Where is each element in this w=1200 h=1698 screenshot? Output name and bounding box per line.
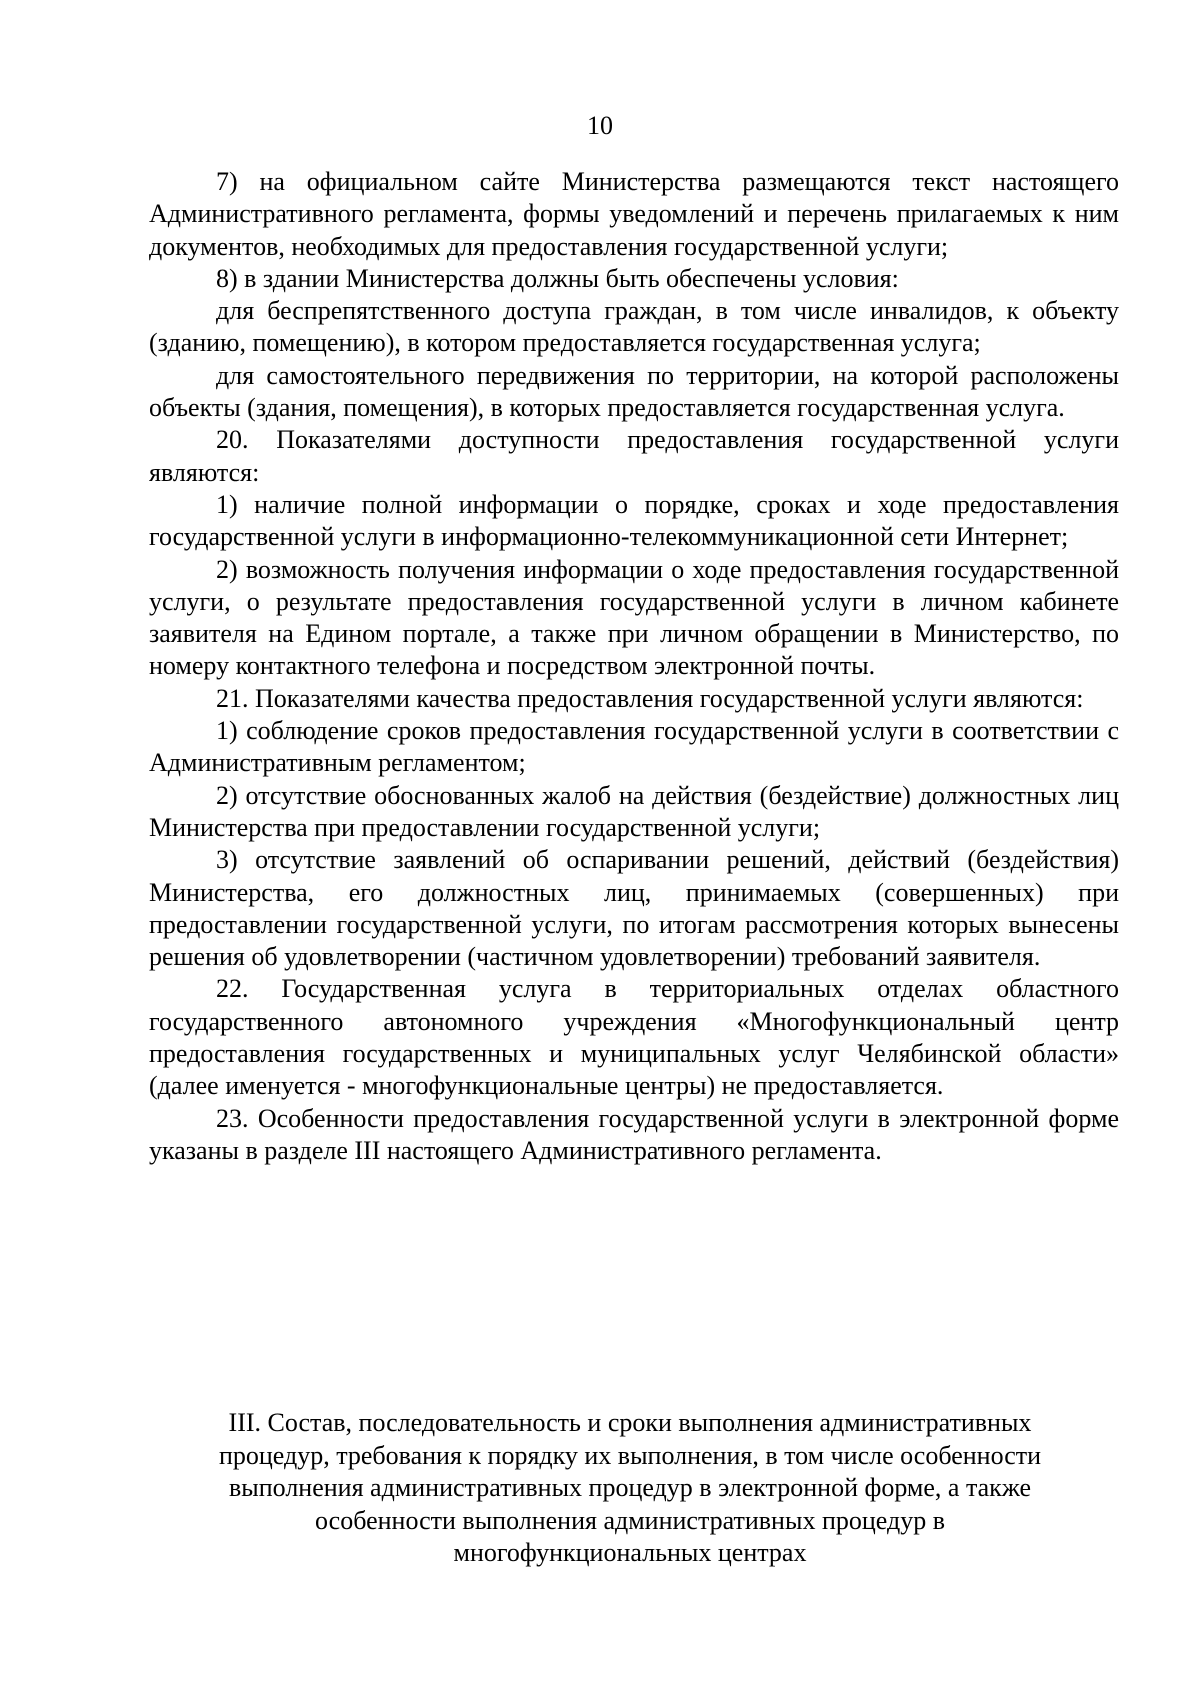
paragraph-unobstructed-access: для беспрепятственного доступа граждан, в том числе инвалидов, к объекту (зданию, помещению), в котором предоставляется государственная услуга; — [149, 296, 1119, 358]
paragraph-clause-20-item-2: 2) возможность получения информации о ходе предоставления государственной услуги, о результате предоставления государственной услуги в личном кабинете заявителя на Едином портале, а также при личном обращении в Министерство, по номеру контактного телефона и посредством электронной почты. — [149, 554, 1119, 681]
page-number: 10 — [587, 111, 613, 140]
paragraph-item-8-building-conditions: 8) в здании Министерства должны быть обеспечены условия: — [216, 263, 899, 293]
section-heading: III. Состав, последовательность и сроки выполнения административных процедур, требования к порядку их выполнения, в том числе особенности выполнения административных процедур в электронной форме, а также особенности выполнения административных процедур в многофункциональных центрах — [218, 1408, 1042, 1567]
paragraph-clause-21-item-3: 3) отсутствие заявлений об оспаривании решений, действий (бездействия) Министерства, его должностных лиц, принимаемых (совершенных) при предоставлении государственной услуги, по итогам рассмотрения которых вынесены решения об удовлетворении (частичном удовлетворении) требований заявителя. — [149, 845, 1119, 972]
paragraph-clause-23: 23. Особенности предоставления государственной услуги в электронной форме указаны в разделе III настоящего Административного регламента. — [149, 1103, 1119, 1165]
document-body — [149, 166, 1119, 1167]
paragraph-clause-21-item-1: 1) соблюдение сроков предоставления государственной услуги в соответствии с Административным регламентом; — [149, 716, 1119, 778]
paragraph-clause-20: 20. Показателями доступности предоставления государственной услуги являются: — [149, 425, 1119, 487]
paragraph-clause-21: 21. Показателями качества предоставления государственной услуги являются: — [216, 683, 1084, 713]
paragraph-item-7-website: 7) на официальном сайте Министерства размещаются текст настоящего Административного регламента, формы уведомлений и перечень прилагаемых к ним документов, необходимых для предоставления государственной услуги; — [149, 167, 1119, 261]
paragraph-clause-22: 22. Государственная услуга в территориальных отделах областного государственного автономного учреждения «Многофункциональный центр предоставления государственных и муниципальных услуг Челябинской области» (далее именуется - многофункциональные центры) не предоставляется. — [149, 974, 1119, 1101]
paragraph-independent-movement: для самостоятельного передвижения по территории, на которой расположены объекты (здания, помещения), в которых предоставляется государственная услуга. — [149, 360, 1119, 423]
paragraph-clause-20-item-1: 1) наличие полной информации о порядке, сроках и ходе предоставления государственной услуги в информационно-телекоммуникационной сети Интернет; — [149, 489, 1119, 552]
paragraph-clause-21-item-2: 2) отсутствие обоснованных жалоб на действия (бездействие) должностных лиц Министерства при предоставлении государственной услуги; — [149, 780, 1119, 842]
